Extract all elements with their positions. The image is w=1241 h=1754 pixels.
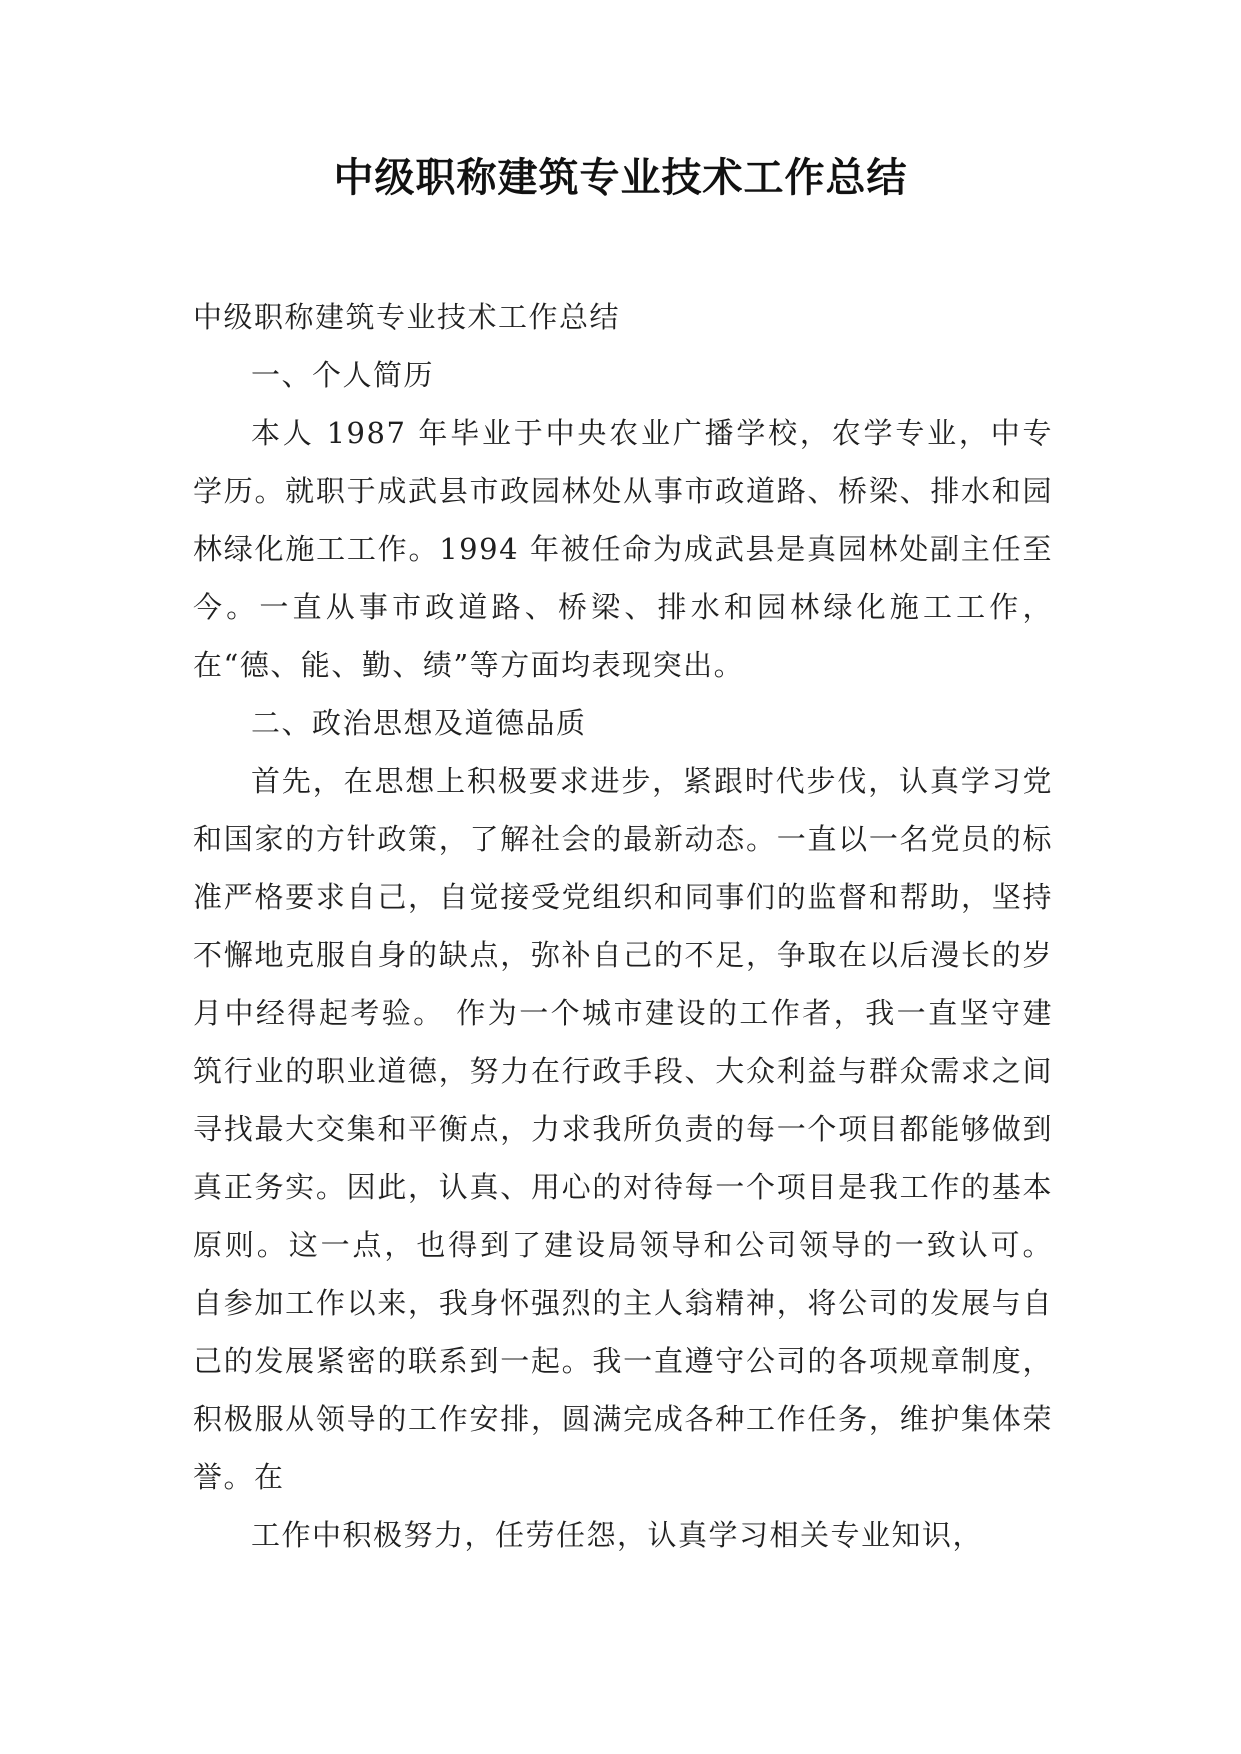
paragraph-resume: 本人 1987 年毕业于中央农业广播学校，农学专业，中专学历。就职于成武县市政园林处从事市政道路、桥梁、排水和园林绿化施工工作。1994 年被任命为成武县是真园林处副主任至今。一直从事市政道路、桥梁、排水和园林绿化施工工作，在“德、能、勤、绩”等方面均表现突出。: [193, 416, 1053, 682]
document-title: 中级职称建筑专业技术工作总结: [333, 154, 908, 201]
document-body: [193, 288, 1053, 1564]
paragraph-politics: 首先，在思想上积极要求进步，紧跟时代步伐，认真学习党和国家的方针政策，了解社会的最新动态。一直以一名党员的标准严格要求自己，自觉接受党组织和同事们的监督和帮助，坚持不懈地克服自身的缺点，弥补自己的不足，争取在以后漫长的岁月中经得起考验。 作为一个城市建设的工作者，我一直坚守建筑行业的职业道德，努力在行政手段、大众利益与群众需求之间寻找最大交集和平衡点，力求我所负责的每一个项目都能够做到真正务实。因此，认真、用心的对待每一个项目是我工作的基本原则。这一点，也得到了建设局领导和公司领导的一致认可。 自参加工作以来，我身怀强烈的主人翁精神，将公司的发展与自己的发展紧密的联系到一起。我一直遵守公司的各项规章制度，积极服从领导的工作安排，圆满完成各种工作任务，维护集体荣誉。在: [193, 764, 1053, 1494]
section-heading-politics: 二、政治思想及道德品质: [251, 706, 587, 740]
body-heading: 中级职称建筑专业技术工作总结: [193, 300, 621, 334]
section-heading-resume: 一、个人简历: [251, 358, 435, 392]
paragraph-work: 工作中积极努力，任劳任怨，认真学习相关专业知识，: [251, 1518, 984, 1552]
